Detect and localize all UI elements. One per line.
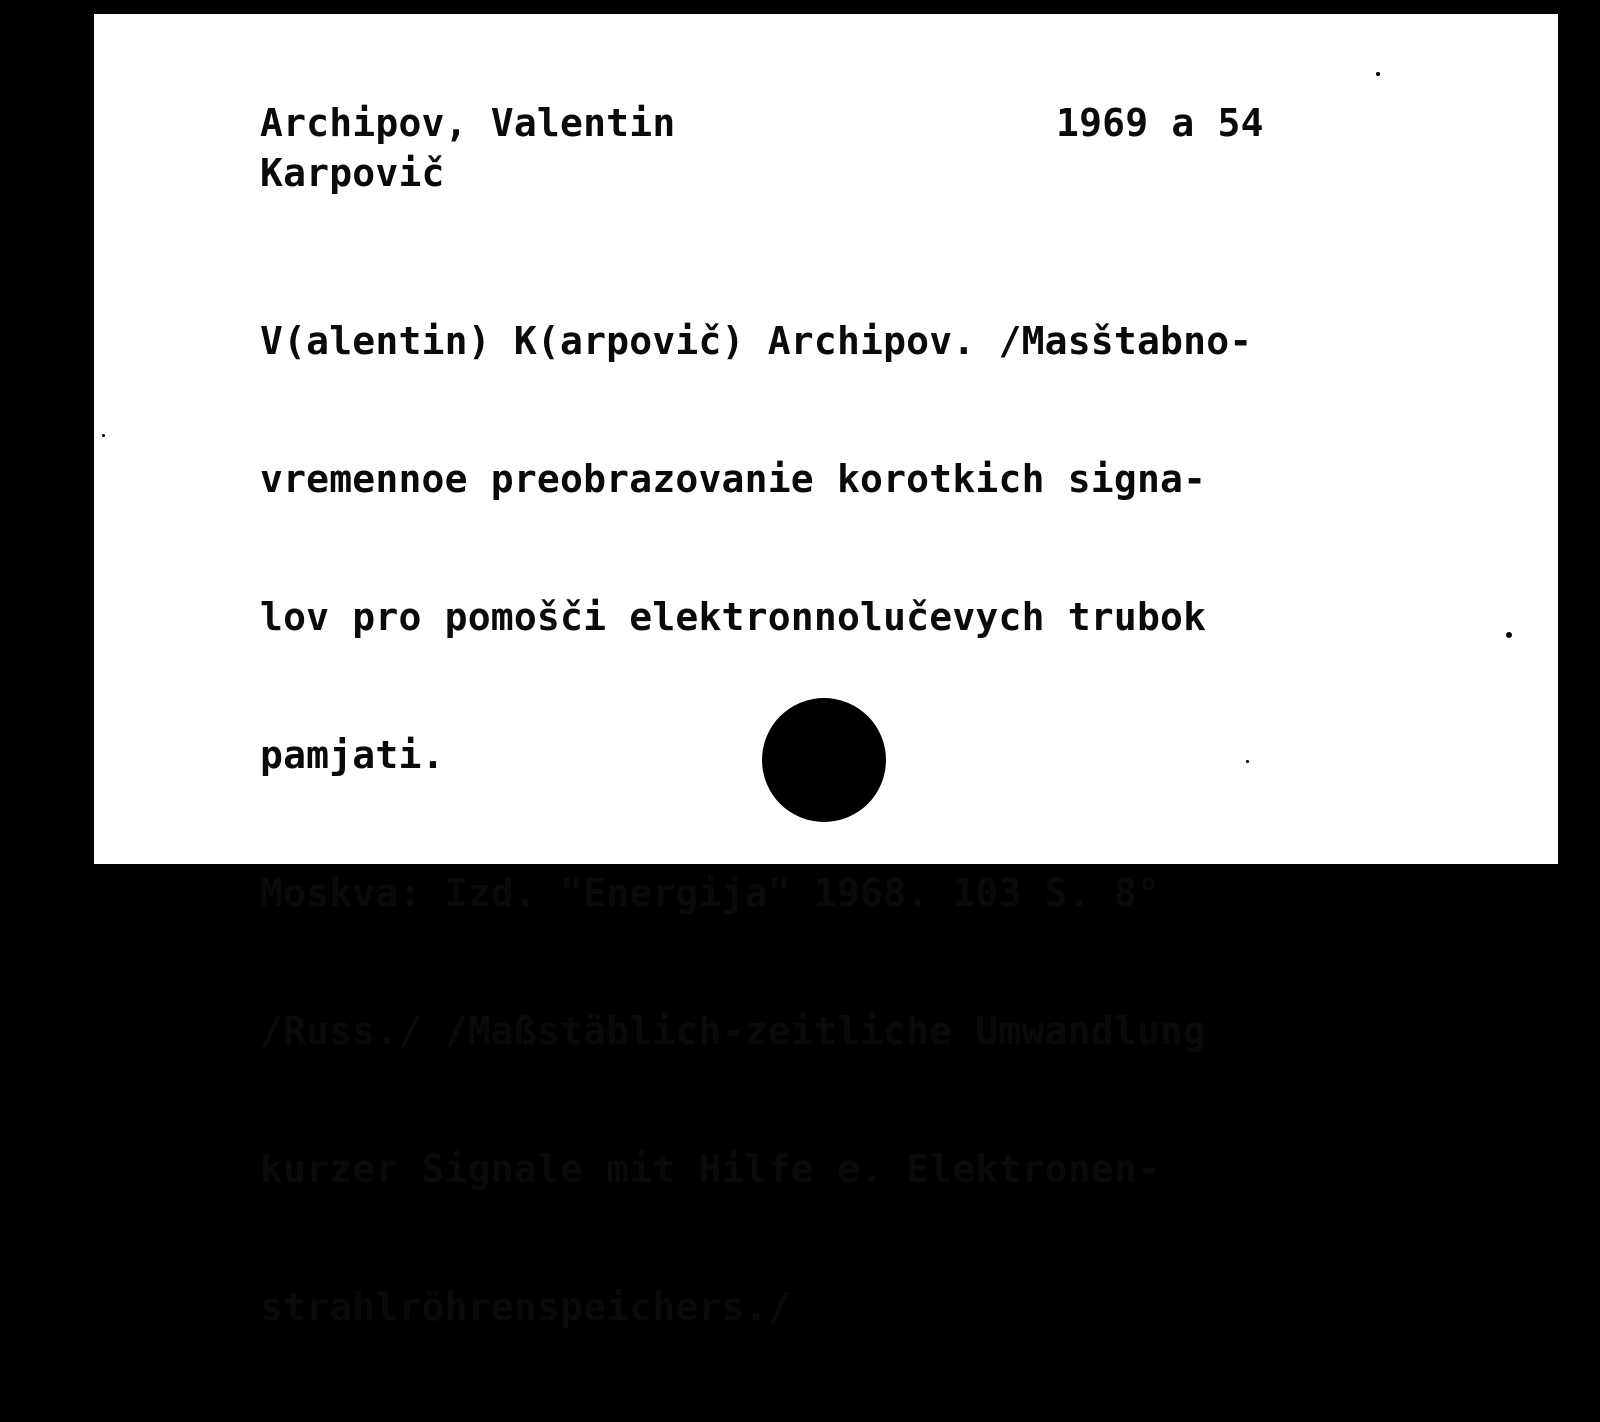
- entry-line: vremennoe preobrazovanie korotkich signa-: [260, 457, 1207, 501]
- author-name-line1: Archipov, Valentin: [260, 101, 676, 145]
- dust-speck: [1376, 72, 1380, 76]
- bibliographic-entry: [260, 226, 1252, 1422]
- author-name-line2: Karpovič: [260, 151, 445, 195]
- entry-line: Moskva: Izd. "Energija" 1968. 103 S. 8°: [260, 871, 1161, 915]
- dust-speck: [102, 434, 105, 437]
- catalog-card: [94, 14, 1558, 1329]
- dust-speck: [1246, 760, 1249, 763]
- dust-speck: [1506, 632, 1512, 638]
- punch-hole: [762, 698, 886, 822]
- entry-line: pamjati.: [260, 733, 445, 777]
- entry-line: /Russ./ /Maßstäblich-zeitliche Umwandlung: [260, 1009, 1207, 1053]
- entry-line: lov pro pomošči elektronnolučevych trubok: [260, 595, 1207, 639]
- entry-line: V(alentin) K(arpovič) Archipov. /Masštabno-: [260, 319, 1253, 363]
- shelfmark: 1969 a 54: [1056, 101, 1264, 145]
- entry-line: kurzer Signale mit Hilfe e. Elektronen-: [260, 1147, 1161, 1191]
- entry-line: strahlröhrenspeichers./: [260, 1285, 791, 1329]
